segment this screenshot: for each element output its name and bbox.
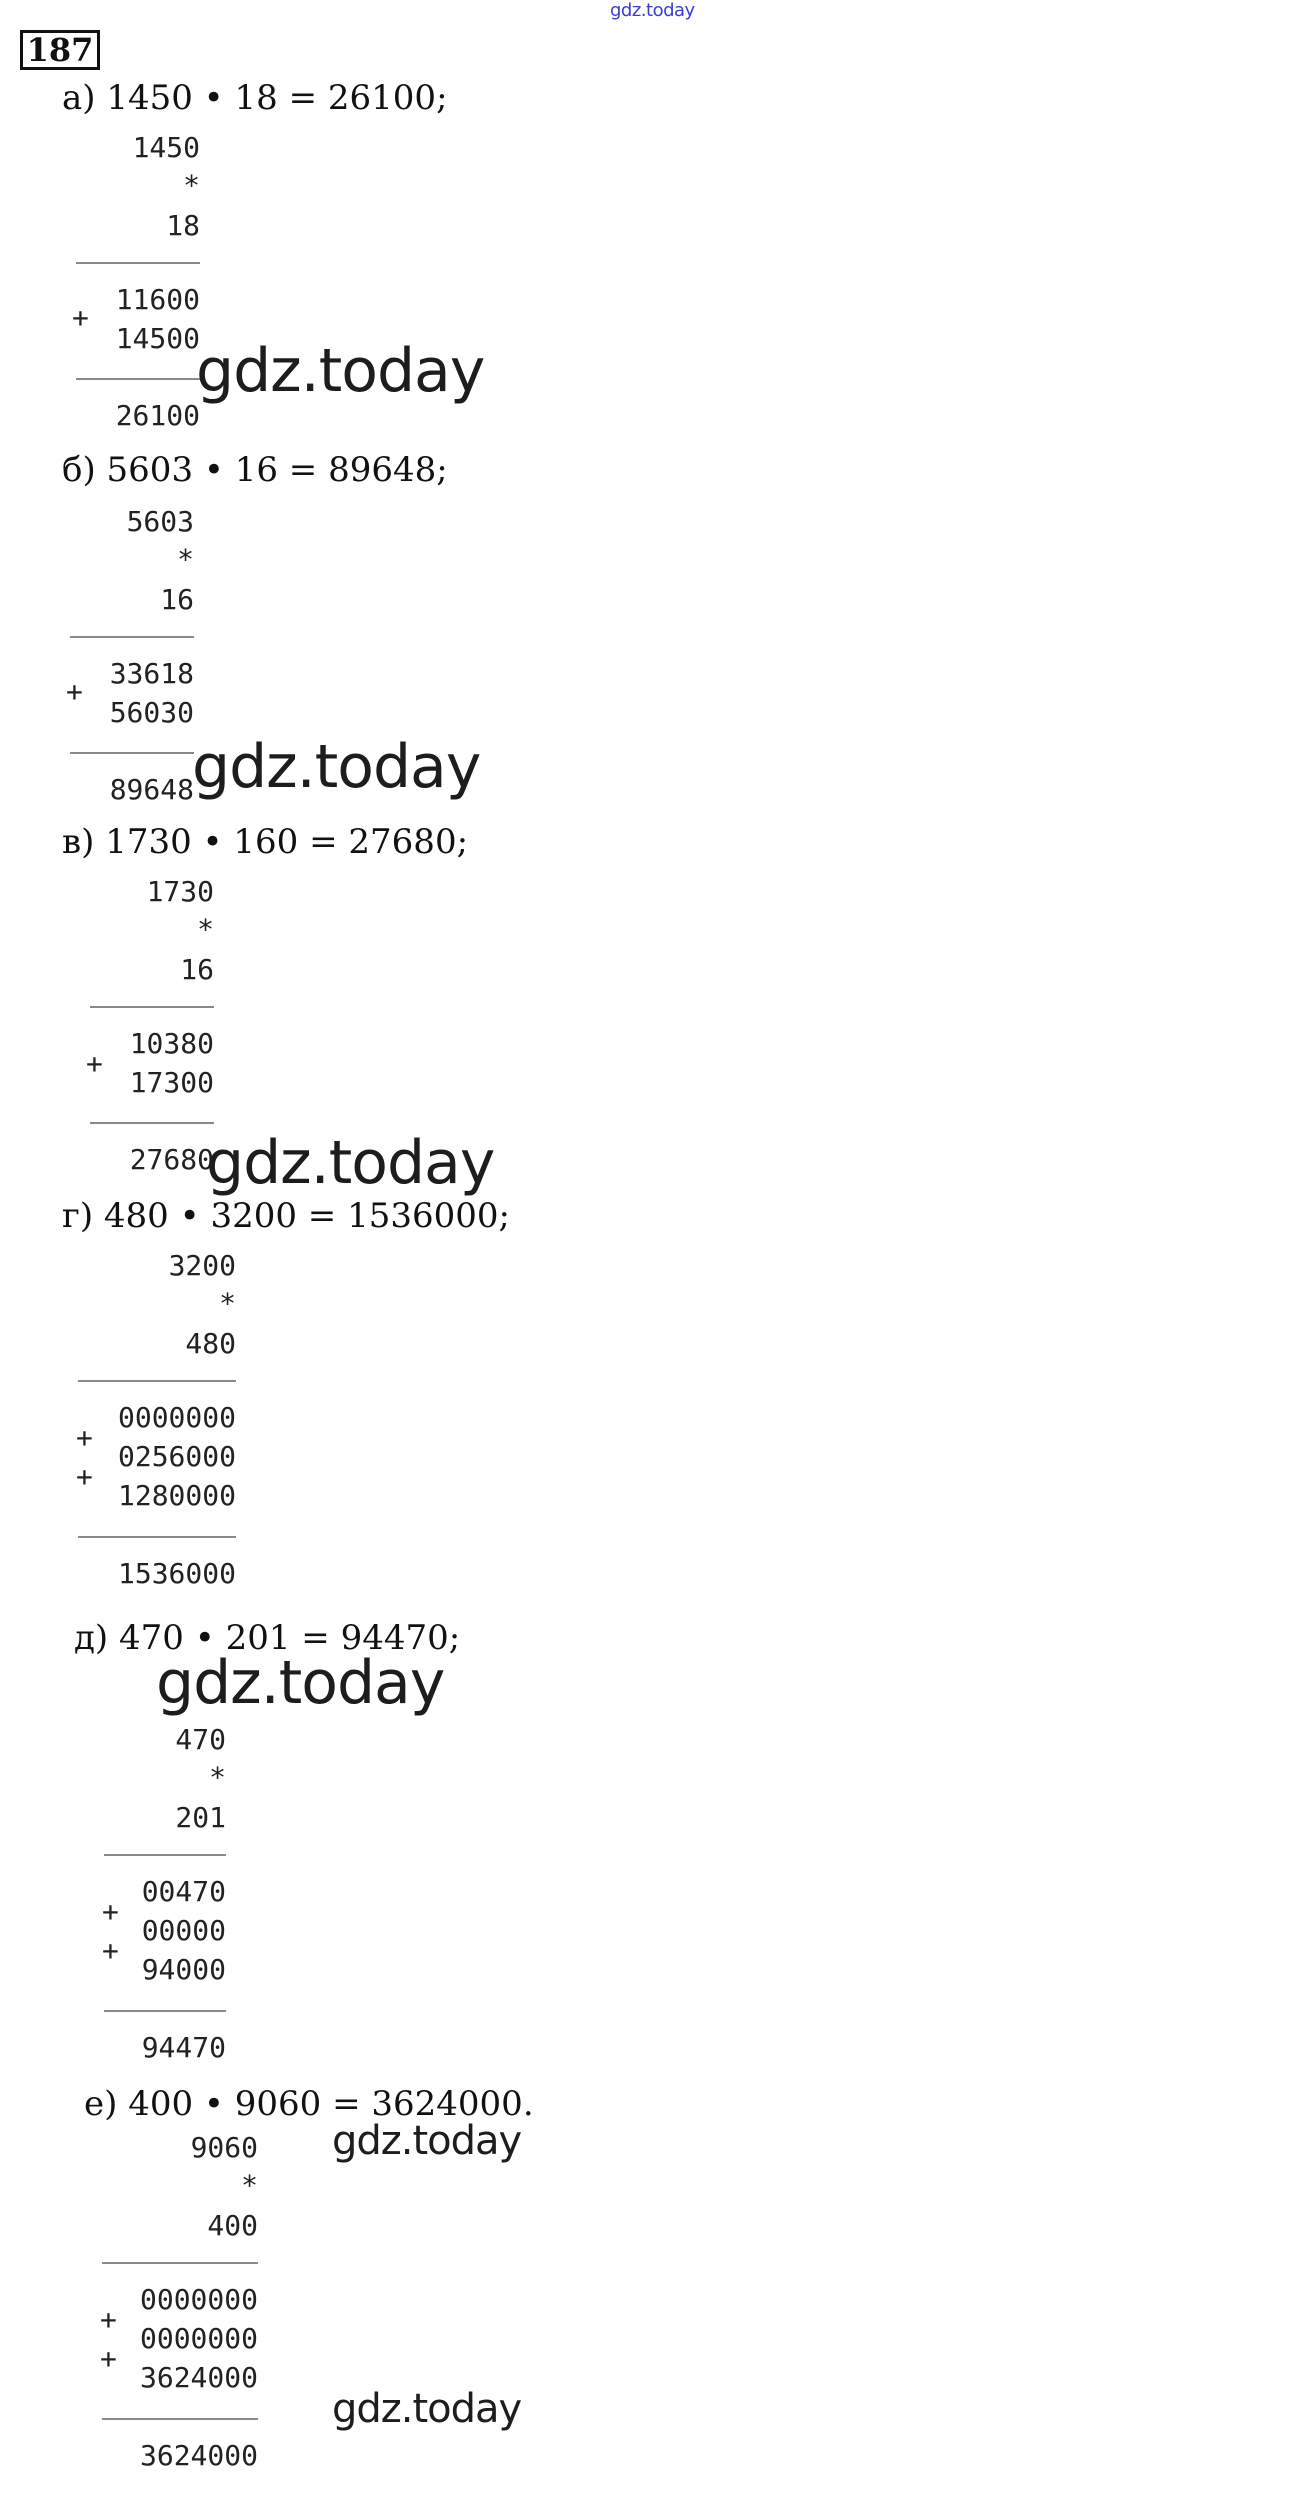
problem-a-divider-1 [76,262,200,264]
problem-f-operand-1: 9060 [190,2131,258,2164]
task-number-box: 187 [20,30,100,70]
problem-c-operand-2: 16 [180,953,214,986]
watermark-6: gdz.today [332,2386,522,2432]
problem-a-partial-2: 14500 [115,322,200,355]
problem-f-divider-2 [102,2418,258,2420]
problem-a-plus-1: + [72,301,89,334]
problem-d-partial-1: 0000000 [117,1401,236,1434]
problem-b-plus-1: + [66,675,83,708]
problem-c-partial-2: 17300 [129,1066,214,1099]
problem-c-statement: в) 1730 • 160 = 27680; [62,822,469,862]
problem-d-operator: * [219,1287,236,1320]
problem-d-statement: г) 480 • 3200 = 1536000; [62,1196,510,1236]
problem-e-plus-1: + [102,1895,119,1928]
problem-f-plus-1: + [100,2303,117,2336]
problem-a-column [70,132,200,442]
problem-b-partial-2: 56030 [109,696,194,729]
problem-d-column [76,1250,236,1610]
problem-e-partial-3: 94000 [141,1953,226,1986]
watermark-1: gdz.today [196,336,485,406]
problem-d-partial-2: 0256000 [117,1440,236,1473]
problem-f-partial-2: 0000000 [139,2322,258,2355]
problem-a-result: 26100 [115,399,200,432]
problem-b-result: 89648 [109,773,194,806]
problem-f-operand-2: 400 [207,2209,258,2242]
problem-a-partial-1: 11600 [115,283,200,316]
problem-f-partial-3: 3624000 [139,2361,258,2394]
problem-b-operand-1: 5603 [126,505,194,538]
problem-e-divider-1 [104,1854,226,1856]
problem-d-divider-1 [78,1380,236,1382]
problem-f-statement: е) 400 • 9060 = 3624000. [84,2084,534,2124]
problem-f-partial-1: 0000000 [139,2283,258,2316]
problem-e-statement: д) 470 • 201 = 94470; [74,1618,461,1658]
problem-c-result: 27680 [129,1143,214,1176]
problem-f-plus-2: + [100,2342,117,2375]
problem-b-operator: * [177,543,194,576]
problem-d-result: 1536000 [117,1557,236,1590]
problem-e-column [100,1724,226,2084]
problem-d-plus-1: + [76,1421,93,1454]
problem-b-partial-1: 33618 [109,657,194,690]
problem-e-operand-1: 470 [175,1723,226,1756]
problem-c-divider-2 [90,1122,214,1124]
problem-d-divider-2 [78,1536,236,1538]
problem-d-operand-2: 480 [185,1327,236,1360]
problem-b-statement: б) 5603 • 16 = 89648; [62,450,448,490]
problem-e-partial-2: 00000 [141,1914,226,1947]
problem-c-column [84,876,214,1186]
problem-e-plus-2: + [102,1934,119,1967]
watermark-3: gdz.today [206,1128,495,1198]
watermark-2: gdz.today [192,732,481,802]
problem-f-divider-1 [102,2262,258,2264]
problem-b-divider-2 [70,752,194,754]
problem-a-statement: а) 1450 • 18 = 26100; [62,78,448,118]
problem-a-divider-2 [76,378,200,380]
problem-f-operator: * [241,2169,258,2202]
problem-a-operator: * [183,169,200,202]
problem-a-operand-2: 18 [166,209,200,242]
problem-c-partial-1: 10380 [129,1027,214,1060]
site-watermark-top: gdz.today [610,0,695,21]
problem-e-partial-1: 00470 [141,1875,226,1908]
problem-c-plus-1: + [86,1047,103,1080]
problem-c-operand-1: 1730 [146,875,214,908]
problem-f-result: 3624000 [139,2439,258,2472]
problem-b-column [64,506,194,816]
problem-e-operand-2: 201 [175,1801,226,1834]
problem-b-divider-1 [70,636,194,638]
watermark-5: gdz.today [332,2118,522,2164]
problem-d-operand-1: 3200 [168,1249,236,1282]
watermark-4: gdz.today [156,1648,445,1718]
problem-b-operand-2: 16 [160,583,194,616]
problem-d-plus-2: + [76,1460,93,1493]
problem-c-operator: * [197,913,214,946]
problem-e-operator: * [209,1761,226,1794]
problem-a-operand-1: 1450 [132,131,200,164]
problem-e-divider-2 [104,2010,226,2012]
problem-f-column [100,2132,258,2492]
problem-e-result: 94470 [141,2031,226,2064]
problem-c-divider-1 [90,1006,214,1008]
problem-d-partial-3: 1280000 [117,1479,236,1512]
